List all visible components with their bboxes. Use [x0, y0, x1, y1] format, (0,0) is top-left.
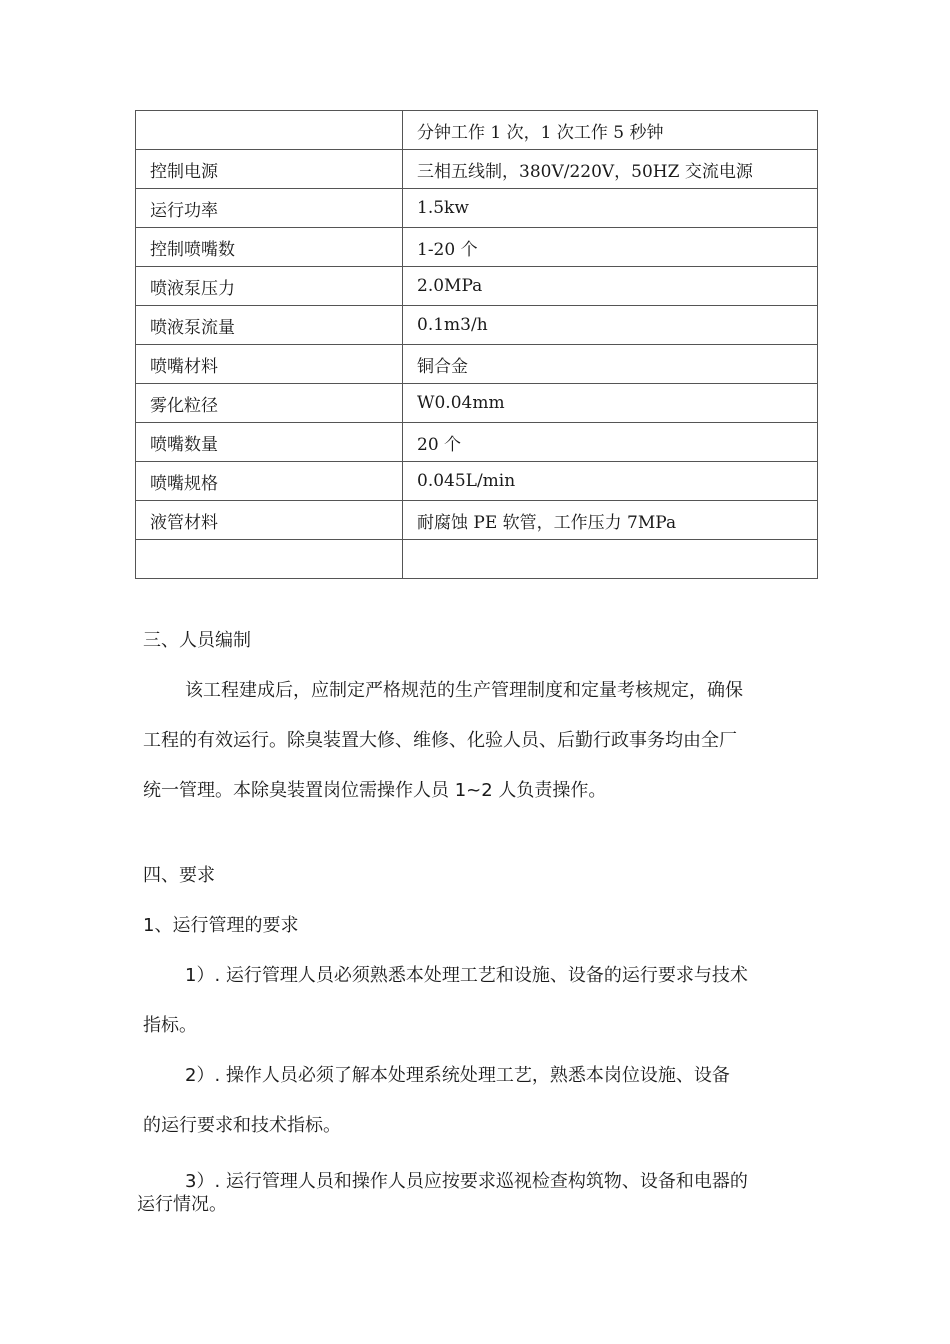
section-heading-staffing: 三、人员编制 [143, 630, 251, 651]
subsection-heading: 1、运行管理的要求 [143, 915, 299, 936]
list-item-line: 运行情况。 [137, 1194, 227, 1215]
paragraph-line: 统一管理。本除臭装置岗位需操作人员 1~2 人负责操作。 [143, 780, 607, 801]
param-name: 运行功率 [136, 189, 403, 228]
table-row [136, 306, 818, 345]
table-row [136, 423, 818, 462]
param-value: 0.045L/min [403, 462, 818, 501]
param-name: 控制喷嘴数 [136, 228, 403, 267]
param-value [403, 540, 818, 579]
list-item-line: 2）. 操作人员必须了解本处理系统处理工艺，熟悉本岗位设施、设备 [185, 1065, 730, 1086]
param-name: 液管材料 [136, 501, 403, 540]
param-value: W0.04mm [403, 384, 818, 423]
list-item-line: 的运行要求和技术指标。 [143, 1115, 341, 1136]
section-heading-requirements: 四、要求 [143, 865, 215, 886]
param-value: 20 个 [403, 423, 818, 462]
paragraph-line: 该工程建成后，应制定严格规范的生产管理制度和定量考核规定，确保 [185, 680, 743, 701]
list-item-line: 3）. 运行管理人员和操作人员应按要求巡视检查构筑物、设备和电器的 [185, 1171, 748, 1192]
table-row [136, 267, 818, 306]
param-value: 0.1m3/h [403, 306, 818, 345]
param-name: 喷液泵流量 [136, 306, 403, 345]
param-name: 喷嘴数量 [136, 423, 403, 462]
param-name: 喷嘴材料 [136, 345, 403, 384]
param-name [136, 540, 403, 579]
list-item-line: 指标。 [143, 1015, 197, 1036]
param-name: 喷液泵压力 [136, 267, 403, 306]
table-row [136, 501, 818, 540]
table-row [136, 345, 818, 384]
param-value: 耐腐蚀 PE 软管，工作压力 7MPa [403, 501, 818, 540]
spec-table [135, 110, 818, 579]
table-row [136, 540, 818, 579]
param-value: 1-20 个 [403, 228, 818, 267]
param-name: 喷嘴规格 [136, 462, 403, 501]
param-name [136, 111, 403, 150]
table-row [136, 189, 818, 228]
list-item-line: 1）. 运行管理人员必须熟悉本处理工艺和设施、设备的运行要求与技术 [185, 965, 748, 986]
param-name: 雾化粒径 [136, 384, 403, 423]
table-row [136, 462, 818, 501]
param-value: 三相五线制，380V/220V，50HZ 交流电源 [403, 150, 818, 189]
paragraph-line: 工程的有效运行。除臭装置大修、维修、化验人员、后勤行政事务均由全厂 [143, 730, 737, 751]
param-name: 控制电源 [136, 150, 403, 189]
table-row [136, 150, 818, 189]
param-value: 1.5kw [403, 189, 818, 228]
table-row [136, 228, 818, 267]
param-value: 铜合金 [403, 345, 818, 384]
param-value: 2.0MPa [403, 267, 818, 306]
param-value: 分钟工作 1 次，1 次工作 5 秒钟 [403, 111, 818, 150]
table-row [136, 384, 818, 423]
table-row [136, 111, 818, 150]
